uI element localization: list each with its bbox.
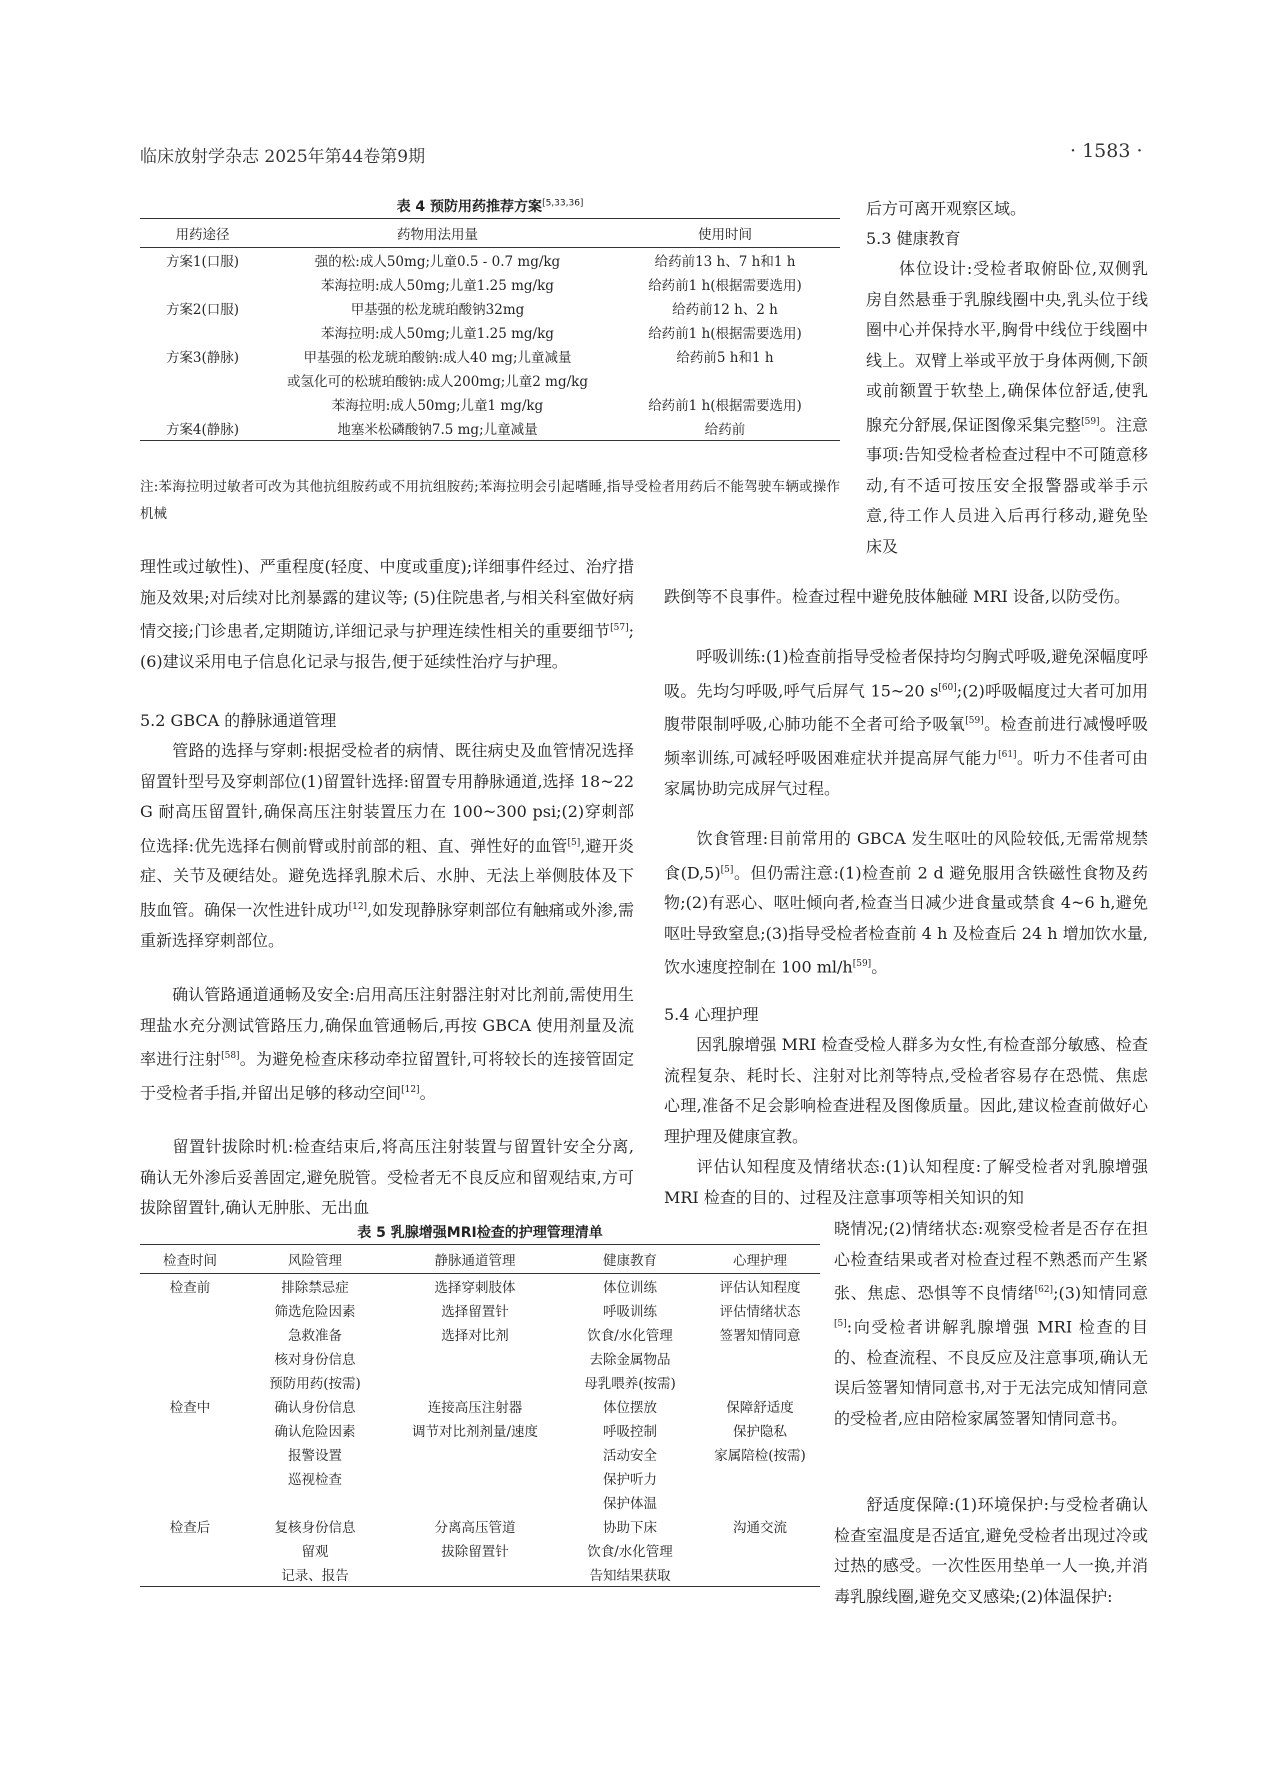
table5-cell — [140, 1562, 240, 1587]
table-row — [140, 320, 840, 344]
table5-cell — [140, 1298, 240, 1322]
table4-cell — [140, 392, 265, 416]
table4-cell — [140, 368, 265, 392]
para-tube-confirm: 确认管路通道通畅及安全:启用高压注射器注射对比剂前,需使用生理盐水充分测试管路压力,确保血管通畅后,再按 GBCA 使用剂量及流率进行注射[58]。为避免检查床移动牵拉留置针,可将较长的连接管固定于受检者手指,并留出足够的移动空间[12]。 — [140, 985, 634, 1103]
page-number: · 1583 · — [1070, 140, 1143, 162]
table5-cell — [140, 1466, 240, 1490]
table4-cell: 给药前12 h、2 h — [672, 302, 778, 318]
para-cognition-start: 评估认知程度及情绪状态:(1)认知程度:了解受检者对乳腺增强 MRI 检查的目的、过程及注意事项等相关知识的知 — [664, 1157, 1148, 1207]
table4-cell: 强的松:成人50mg;儿童0.5 - 0.7 mg/kg — [314, 254, 561, 270]
table5-header-cell: 静脉通道管理 — [390, 1245, 560, 1274]
para-breathing: 呼吸训练:(1)检查前指导受检者保持均匀胸式呼吸,避免深幅度呼吸。先均匀呼吸,呼气后屏气 15~20 s[60];(2)呼吸幅度过大者可加用腹带限制呼吸,心肺功能不全者可给予吸氧[59]。检查前进行减慢呼吸频率训练,可减轻呼吸困难症状并提高屏气能力[61]。听力不佳者可由家属协助完成屏气过程。 — [664, 647, 1148, 798]
table5-cell: 检查前 — [169, 1280, 211, 1296]
table5-cell: 保护体温 — [603, 1496, 657, 1512]
table5-cell: 告知结果获取 — [560, 1562, 700, 1587]
para-position: 体位设计:受检者取俯卧位,双侧乳房自然悬垂于乳腺线圈中央,乳头位于线圈中心并保持水平,胸骨中线位于线圈中线上。双臂上举或平放于身体两侧,下颌或前额置于软垫上,确保体位舒适,使乳腺充分舒展,保证图像采集完整[59]。注意事项:告知受检者检查过程中不可随意移动,有不适可按压安全报警器或举手示意,待工作人员进入后再行移动,避免坠床及 — [866, 259, 1148, 556]
table5-cell — [390, 1370, 560, 1394]
table5-cell: 保障舒适度 — [726, 1400, 794, 1416]
table4-title: 表 4 预防用药推荐方案[5,33,36] — [396, 198, 584, 215]
table5-cell — [140, 1370, 240, 1394]
table5-cell: 体位训练 — [603, 1280, 657, 1296]
table-row — [140, 1346, 820, 1370]
table5-cell: 调节对比剂剂量/速度 — [411, 1424, 539, 1440]
table-row — [140, 1394, 820, 1418]
table5-cell — [390, 1442, 560, 1466]
para-tube-selection: 管路的选择与穿刺:根据受检者的病情、既往病史及血管情况选择留置针型号及穿刺部位(1)留置针选择:留置专用静脉通道,选择 18~22 G 耐高压留置针,确保高压注射装置压力在 100~300 psi;(2)穿刺部位选择:优先选择右侧前臂或肘前部的粗、直、弹性好的血管[5],避开炎症、关节及硬结处。避免选择乳腺术后、水肿、无法上举侧肢体及下肢血管。确保一次性进针成功[12],如发现静脉穿刺部位有触痛或外渗,需重新选择穿刺部位。 — [140, 741, 634, 950]
table5-cell — [700, 1466, 820, 1490]
table5-cell: 巡视检查 — [288, 1472, 342, 1488]
table5-cell: 评估认知程度 — [719, 1280, 801, 1296]
table5-cell — [390, 1490, 560, 1514]
table5-cell — [700, 1490, 820, 1514]
table5-cell: 母乳喂养(按需) — [584, 1376, 676, 1392]
para-psychology: 因乳腺增强 MRI 检查受检人群多为女性,有检查部分敏感、检查流程复杂、耗时长、注射对比剂等特点,受检者容易存在恐慌、焦虑心理,准备不足会影响检查进程及图像质量。因此,建议检查前做好心理护理及健康宣教。 — [664, 1035, 1148, 1146]
table5-cell: 报警设置 — [288, 1448, 342, 1464]
table5-cell: 留观 — [301, 1544, 329, 1560]
table-row — [140, 248, 840, 273]
table5-cell: 家属陪检(按需) — [714, 1448, 806, 1464]
table5-cell — [140, 1346, 240, 1370]
table4-cell: 苯海拉明:成人50mg;儿童1 mg/kg — [331, 398, 544, 414]
para-left-cont: 理性或过敏性)、严重程度(轻度、中度或重度);详细事件经过、治疗措施及效果;对后续对比剂暴露的建议等; (5)住院患者,与相关科室做好病情交接;门诊患者,定期随访,详细记录与护理连续性相关的重要细节[57]; (6)建议采用电子信息化记录与报告,便于延续性治疗与护理。 — [140, 557, 634, 671]
table-row — [140, 1370, 820, 1394]
table5-cell: 活动安全 — [603, 1448, 657, 1464]
journal-header: 临床放射学杂志 2025年第44卷第9期 — [140, 147, 426, 167]
table-row — [140, 1514, 820, 1538]
heading-5-3: 5.3 健康教育 — [866, 229, 961, 248]
table4-cell — [140, 320, 265, 344]
table5-cell: 筛选危险因素 — [274, 1304, 356, 1320]
table4-header-cell: 药物用法用量 — [265, 219, 610, 248]
table5-cell: 选择穿刺肢体 — [434, 1280, 516, 1296]
table-row — [140, 1538, 820, 1562]
table5-cell: 拔除留置针 — [441, 1544, 509, 1560]
table5-cell — [140, 1442, 240, 1466]
table4-note: 注:苯海拉明过敏者可改为其他抗组胺药或不用抗组胺药;苯海拉明会引起嗜睡,指导受检者用药后不能驾驶车辆或操作机械 — [140, 479, 840, 522]
table4-cell: 甲基强的松龙琥珀酸钠32mg — [350, 302, 525, 318]
para-position-cont: 跌倒等不良事件。检查过程中避免肢体触碰 MRI 设备,以防受伤。 — [664, 587, 1131, 606]
para-right-top: 后方可离开观察区域。 — [866, 199, 1027, 218]
table5-cell — [700, 1346, 820, 1370]
table4-cell: 方案1(口服) — [165, 254, 240, 270]
table5-title: 表 5 乳腺增强MRI检查的护理管理清单 — [357, 1225, 603, 1241]
table5-cell: 排除禁忌症 — [281, 1280, 349, 1296]
table5-cell: 呼吸训练 — [603, 1304, 657, 1320]
para-comfort: 舒适度保障:(1)环境保护:与受检者确认检查室温度是否适宜,避免受检者出现过冷或过热的感受。一次性医用垫单一人一换,并消毒乳腺线圈,避免交叉感染;(2)体温保护: — [834, 1495, 1148, 1606]
para-diet: 饮食管理:目前常用的 GBCA 发生呕吐的风险较低,无需常规禁食(D,5)[5]。但仍需注意:(1)检查前 2 d 避免服用含铁磁性食物及药物;(2)有恶心、呕吐倾向者,检查当日减少进食量或禁食 4~6 h,避免呕吐导致窒息;(3)指导受检者检查前 4 h 及检查后 24 h 增加饮水量,饮水速度控制在 100 ml/h[59]。 — [664, 829, 1148, 977]
table5-cell: 连接高压注射器 — [427, 1400, 523, 1416]
table5-cell: 体位摆放 — [603, 1400, 657, 1416]
table-row — [140, 1298, 820, 1322]
table4-cell: 方案4(静脉) — [140, 416, 265, 441]
table5-cell: 选择留置针 — [441, 1304, 509, 1320]
table-row — [140, 1466, 820, 1490]
table5-cell: 记录、报告 — [240, 1562, 390, 1587]
table5-header-cell: 健康教育 — [560, 1245, 700, 1274]
table5-cell — [240, 1490, 390, 1514]
table5-cell: 呼吸控制 — [603, 1424, 657, 1440]
table4-cell — [140, 272, 265, 296]
table5-cell — [140, 1490, 240, 1514]
table-row — [140, 1490, 820, 1514]
para-needle-removal: 留置针拔除时机:检查结束后,将高压注射装置与留置针安全分离,确认无外渗后妥善固定,避免脱管。受检者无不良反应和留观结束,方可拔除留置针,确认无肿胀、无出血 — [140, 1137, 634, 1217]
table5-cell — [390, 1466, 560, 1490]
table5-cell: 确认危险因素 — [274, 1424, 356, 1440]
table4-cell: 给药前1 h(根据需要选用) — [648, 326, 802, 342]
table4-cell: 给药前1 h(根据需要选用) — [648, 278, 802, 294]
table5-cell — [140, 1418, 240, 1442]
table5-cell: 饮食/水化管理 — [587, 1328, 673, 1344]
table4 — [140, 218, 840, 441]
table-row — [140, 392, 840, 416]
para-cognition: 晓情况;(2)情绪状态:观察受检者是否存在担心检查结果或者对检查过程不熟悉而产生紧张、焦虑、恐惧等不良情绪[62];(3)知情同意[5]:向受检者讲解乳腺增强 MRI 检查的目的、检查流程、不良反应及注意事项,确认无误后签署知情同意书,对于无法完成知情同意的受检者,应由陪检家属签署知情同意书。 — [834, 1219, 1148, 1428]
table5-cell: 选择对比剂 — [441, 1328, 509, 1344]
table5-header-cell: 风险管理 — [240, 1245, 390, 1274]
table5-cell: 急救准备 — [288, 1328, 342, 1344]
table5-cell — [390, 1562, 560, 1587]
table5-cell: 保护隐私 — [733, 1424, 787, 1440]
table-row — [140, 272, 840, 296]
table5-cell: 分离高压管道 — [434, 1520, 516, 1536]
table5-cell — [390, 1346, 560, 1370]
table5-cell — [140, 1322, 240, 1346]
table5-header-cell: 心理护理 — [700, 1245, 820, 1274]
table4-cell — [610, 368, 840, 392]
table4-cell: 甲基强的松龙琥珀酸钠:成人40 mg;儿童减量 — [303, 350, 572, 366]
table5-cell: 去除金属物品 — [589, 1352, 671, 1368]
table4-cell: 方案3(静脉) — [165, 350, 240, 366]
heading-5-4: 5.4 心理护理 — [664, 1005, 759, 1024]
table-row — [140, 296, 840, 320]
table-row — [140, 1562, 820, 1587]
table-row — [140, 416, 840, 441]
table5-cell: 复核身份信息 — [274, 1520, 356, 1536]
table-row — [140, 344, 840, 368]
table4-cell: 苯海拉明:成人50mg;儿童1.25 mg/kg — [321, 278, 554, 294]
table5-cell: 检查中 — [169, 1400, 211, 1416]
table4-cell: 给药前 — [610, 416, 840, 441]
table4-cell: 苯海拉明:成人50mg;儿童1.25 mg/kg — [321, 326, 554, 342]
table5-header-cell: 检查时间 — [140, 1245, 240, 1274]
table4-cell: 给药前5 h和1 h — [676, 350, 774, 366]
table4-header-cell: 使用时间 — [610, 219, 840, 248]
table4-cell: 给药前1 h(根据需要选用) — [648, 398, 802, 414]
table4-cell: 给药前13 h、7 h和1 h — [654, 254, 796, 270]
table5-cell: 饮食/水化管理 — [587, 1544, 673, 1560]
table-row — [140, 1274, 820, 1299]
table5 — [140, 1244, 820, 1587]
table5-cell: 签署知情同意 — [719, 1328, 801, 1344]
table5-cell: 保护听力 — [603, 1472, 657, 1488]
table5-cell — [140, 1538, 240, 1562]
table5-cell: 核对身份信息 — [274, 1352, 356, 1368]
table5-cell: 检查后 — [169, 1520, 211, 1536]
table4-cell: 或氢化可的松琥珀酸钠:成人200mg;儿童2 mg/kg — [286, 374, 588, 390]
table4-cell: 方案2(口服) — [165, 302, 240, 318]
table-row — [140, 1322, 820, 1346]
table5-cell: 评估情绪状态 — [719, 1304, 801, 1320]
table5-cell: 预防用药(按需) — [269, 1376, 361, 1392]
table4-header-cell: 用药途径 — [140, 219, 265, 248]
table-row — [140, 368, 840, 392]
heading-5-2: 5.2 GBCA 的静脉通道管理 — [140, 711, 337, 730]
table5-cell: 沟通交流 — [733, 1520, 787, 1536]
table-row — [140, 1442, 820, 1466]
table5-cell: 确认身份信息 — [274, 1400, 356, 1416]
table5-cell — [700, 1538, 820, 1562]
table5-cell: 协助下床 — [603, 1520, 657, 1536]
table4-cell: 地塞米松磷酸钠7.5 mg;儿童减量 — [265, 416, 610, 441]
table-row — [140, 1418, 820, 1442]
table5-cell — [700, 1370, 820, 1394]
table5-cell — [700, 1562, 820, 1587]
